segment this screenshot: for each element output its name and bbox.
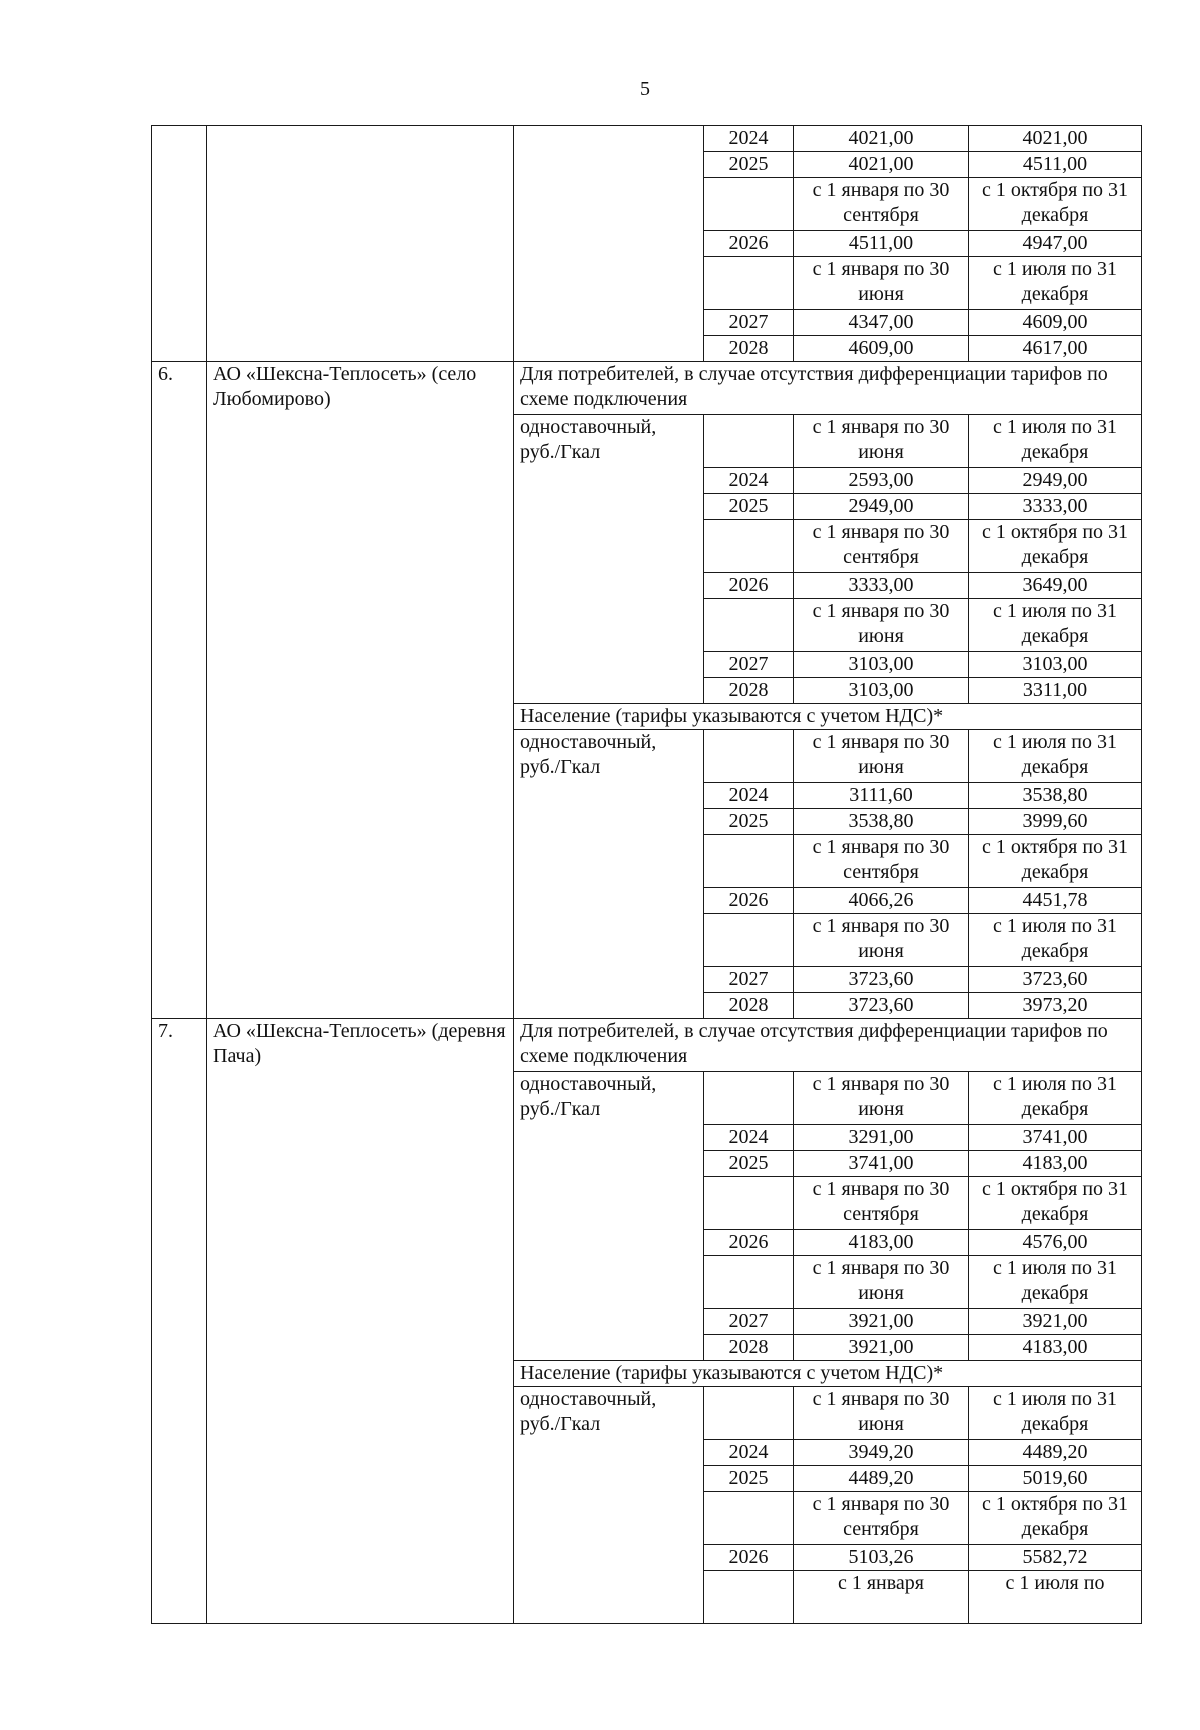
- tariff-value-first-half: 4066,26: [794, 888, 969, 914]
- period-end-cell: с 1 октября по 31 декабря: [969, 1492, 1142, 1545]
- tariff-value-first-half: 4183,00: [794, 1230, 969, 1256]
- tariff-value-first-half: 4511,00: [794, 231, 969, 257]
- period-start-cell: с 1 января по 30 сентября: [794, 1492, 969, 1545]
- period-year-empty: [704, 1072, 794, 1125]
- tariff-value-first-half: 2593,00: [794, 468, 969, 494]
- tariff-value-second-half: 3311,00: [969, 678, 1142, 704]
- tariff-value-second-half: 3649,00: [969, 573, 1142, 599]
- tariff-unit: одноставочный, руб./Гкал: [514, 1387, 704, 1624]
- tariff-unit: одноставочный, руб./Гкал: [514, 1072, 704, 1361]
- org-cell-empty: [207, 126, 514, 362]
- period-start-cell: с 1 января по 30 сентября: [794, 1177, 969, 1230]
- tariff-value-first-half: 4609,00: [794, 336, 969, 362]
- tariff-value-first-half: 4021,00: [794, 152, 969, 178]
- period-year-empty: [704, 1177, 794, 1230]
- period-end-cell: с 1 июля по 31 декабря: [969, 1387, 1142, 1440]
- period-start-cell: с 1 января по 30 июня: [794, 415, 969, 468]
- tariff-value-second-half: 4451,78: [969, 888, 1142, 914]
- year-cell: 2028: [704, 678, 794, 704]
- year-cell: 2025: [704, 1151, 794, 1177]
- period-end-cell: с 1 июля по 31 декабря: [969, 415, 1142, 468]
- consumer-group-title: Население (тарифы указываются с учетом НДС)*: [514, 1361, 1142, 1387]
- period-year-empty: [704, 178, 794, 231]
- year-cell: 2024: [704, 1440, 794, 1466]
- group-header-row: [152, 362, 1142, 415]
- tariff-value-second-half: 5019,60: [969, 1466, 1142, 1492]
- period-year-empty: [704, 1571, 794, 1624]
- period-year-empty: [704, 599, 794, 652]
- organization-name: АО «Шексна-Теплосеть» (деревня Пача): [207, 1019, 514, 1624]
- period-end-cell: с 1 июля по 31 декабря: [969, 1072, 1142, 1125]
- year-cell: 2026: [704, 888, 794, 914]
- tariff-value-first-half: 4347,00: [794, 310, 969, 336]
- year-cell: 2024: [704, 783, 794, 809]
- tariff-value-second-half: 4489,20: [969, 1440, 1142, 1466]
- year-cell: 2024: [704, 126, 794, 152]
- period-end-cell: с 1 октября по 31 декабря: [969, 835, 1142, 888]
- year-cell: 2024: [704, 1125, 794, 1151]
- period-start-cell: с 1 января по 30 сентября: [794, 178, 969, 231]
- tariff-value-first-half: 4489,20: [794, 1466, 969, 1492]
- tariff-unit: одноставочный, руб./Гкал: [514, 730, 704, 1019]
- table-row: [152, 126, 1142, 152]
- tariff-value-first-half: 3723,60: [794, 967, 969, 993]
- year-cell: 2028: [704, 336, 794, 362]
- period-start-cell: с 1 января по 30 июня: [794, 914, 969, 967]
- period-year-empty: [704, 415, 794, 468]
- tariff-value-first-half: 3921,00: [794, 1309, 969, 1335]
- tariff-value-first-half: 3741,00: [794, 1151, 969, 1177]
- tariff-value-second-half: 4511,00: [969, 152, 1142, 178]
- tariff-value-second-half: 4609,00: [969, 310, 1142, 336]
- tariff-value-second-half: 3538,80: [969, 783, 1142, 809]
- tariff-value-second-half: 4183,00: [969, 1335, 1142, 1361]
- year-cell: 2028: [704, 1335, 794, 1361]
- tariff-value-second-half: 3921,00: [969, 1309, 1142, 1335]
- period-year-empty: [704, 1387, 794, 1440]
- tariff-value-first-half: 3949,20: [794, 1440, 969, 1466]
- tariff-value-second-half: 5582,72: [969, 1545, 1142, 1571]
- period-end-cell: с 1 июля по 31 декабря: [969, 1256, 1142, 1309]
- tariff-value-first-half: 3921,00: [794, 1335, 969, 1361]
- tariff-table: [151, 125, 1142, 1624]
- period-start-cell: с 1 января по 30 июня: [794, 1387, 969, 1440]
- period-year-empty: [704, 1256, 794, 1309]
- period-year-empty: [704, 520, 794, 573]
- year-cell: 2025: [704, 152, 794, 178]
- number-cell-empty: [152, 126, 207, 362]
- tariff-value-second-half: 3333,00: [969, 494, 1142, 520]
- period-end-cell: с 1 октября по 31 декабря: [969, 1177, 1142, 1230]
- year-cell: 2027: [704, 652, 794, 678]
- page-number: 5: [640, 78, 650, 100]
- period-start-cell: с 1 января по 30 июня: [794, 1072, 969, 1125]
- year-cell: 2025: [704, 1466, 794, 1492]
- year-cell: 2026: [704, 231, 794, 257]
- period-start-cell: с 1 января по 30 июня: [794, 257, 969, 310]
- tariff-value-first-half: 3333,00: [794, 573, 969, 599]
- entry-number: 6.: [152, 362, 207, 1019]
- period-end-cell: с 1 октября по 31 декабря: [969, 520, 1142, 573]
- tariff-value-second-half: 4183,00: [969, 1151, 1142, 1177]
- consumer-group-title: Для потребителей, в случае отсутствия дифференциации тарифов по схеме подключения: [514, 362, 1142, 415]
- period-start-cell: с 1 января по 30 сентября: [794, 520, 969, 573]
- tariff-value-first-half: 3111,60: [794, 783, 969, 809]
- tariff-value-second-half: 4947,00: [969, 231, 1142, 257]
- year-cell: 2026: [704, 1545, 794, 1571]
- year-cell: 2025: [704, 809, 794, 835]
- period-year-empty: [704, 835, 794, 888]
- period-year-empty: [704, 257, 794, 310]
- year-cell: 2027: [704, 1309, 794, 1335]
- tariff-value-first-half: 3291,00: [794, 1125, 969, 1151]
- year-cell: 2026: [704, 1230, 794, 1256]
- year-cell: 2027: [704, 310, 794, 336]
- period-end-cell: с 1 июля по 31 декабря: [969, 730, 1142, 783]
- tariff-value-second-half: 3999,60: [969, 809, 1142, 835]
- tariff-value-second-half: 2949,00: [969, 468, 1142, 494]
- period-year-empty: [704, 1492, 794, 1545]
- period-start-cell: с 1 января по 30 июня: [794, 599, 969, 652]
- consumer-group-title: Для потребителей, в случае отсутствия дифференциации тарифов по схеме подключения: [514, 1019, 1142, 1072]
- year-cell: 2026: [704, 573, 794, 599]
- entry-number: 7.: [152, 1019, 207, 1624]
- tariff-value-second-half: 4617,00: [969, 336, 1142, 362]
- tariff-value-first-half: 2949,00: [794, 494, 969, 520]
- tariff-value-first-half: 3538,80: [794, 809, 969, 835]
- tariff-unit: одноставочный, руб./Гкал: [514, 415, 704, 704]
- period-start-cell: с 1 января по 30 июня: [794, 730, 969, 783]
- year-cell: 2024: [704, 468, 794, 494]
- unit-cell-empty: [514, 126, 704, 362]
- year-cell: 2027: [704, 967, 794, 993]
- organization-name: АО «Шексна-Теплосеть» (село Любомирово): [207, 362, 514, 1019]
- period-end-cell: с 1 июля по 31 декабря: [969, 914, 1142, 967]
- tariff-value-second-half: 3103,00: [969, 652, 1142, 678]
- period-end-cell: с 1 июля по 31 декабря: [969, 257, 1142, 310]
- period-end-cell: с 1 октября по 31 декабря: [969, 178, 1142, 231]
- period-year-empty: [704, 730, 794, 783]
- tariff-value-second-half: 3741,00: [969, 1125, 1142, 1151]
- period-end-cell: с 1 июля по: [969, 1571, 1142, 1624]
- period-start-cell: с 1 января по 30 июня: [794, 1256, 969, 1309]
- year-cell: 2025: [704, 494, 794, 520]
- year-cell: 2028: [704, 993, 794, 1019]
- tariff-value-first-half: 3103,00: [794, 652, 969, 678]
- tariff-value-first-half: 3103,00: [794, 678, 969, 704]
- period-end-cell: с 1 июля по 31 декабря: [969, 599, 1142, 652]
- tariff-value-second-half: 3973,20: [969, 993, 1142, 1019]
- group-header-row: [152, 1019, 1142, 1072]
- period-start-cell: с 1 января: [794, 1571, 969, 1624]
- tariff-value-first-half: 3723,60: [794, 993, 969, 1019]
- tariff-value-second-half: 4021,00: [969, 126, 1142, 152]
- period-year-empty: [704, 914, 794, 967]
- tariff-value-first-half: 5103,26: [794, 1545, 969, 1571]
- consumer-group-title: Население (тарифы указываются с учетом НДС)*: [514, 704, 1142, 730]
- period-start-cell: с 1 января по 30 сентября: [794, 835, 969, 888]
- tariff-value-second-half: 3723,60: [969, 967, 1142, 993]
- tariff-value-first-half: 4021,00: [794, 126, 969, 152]
- tariff-value-second-half: 4576,00: [969, 1230, 1142, 1256]
